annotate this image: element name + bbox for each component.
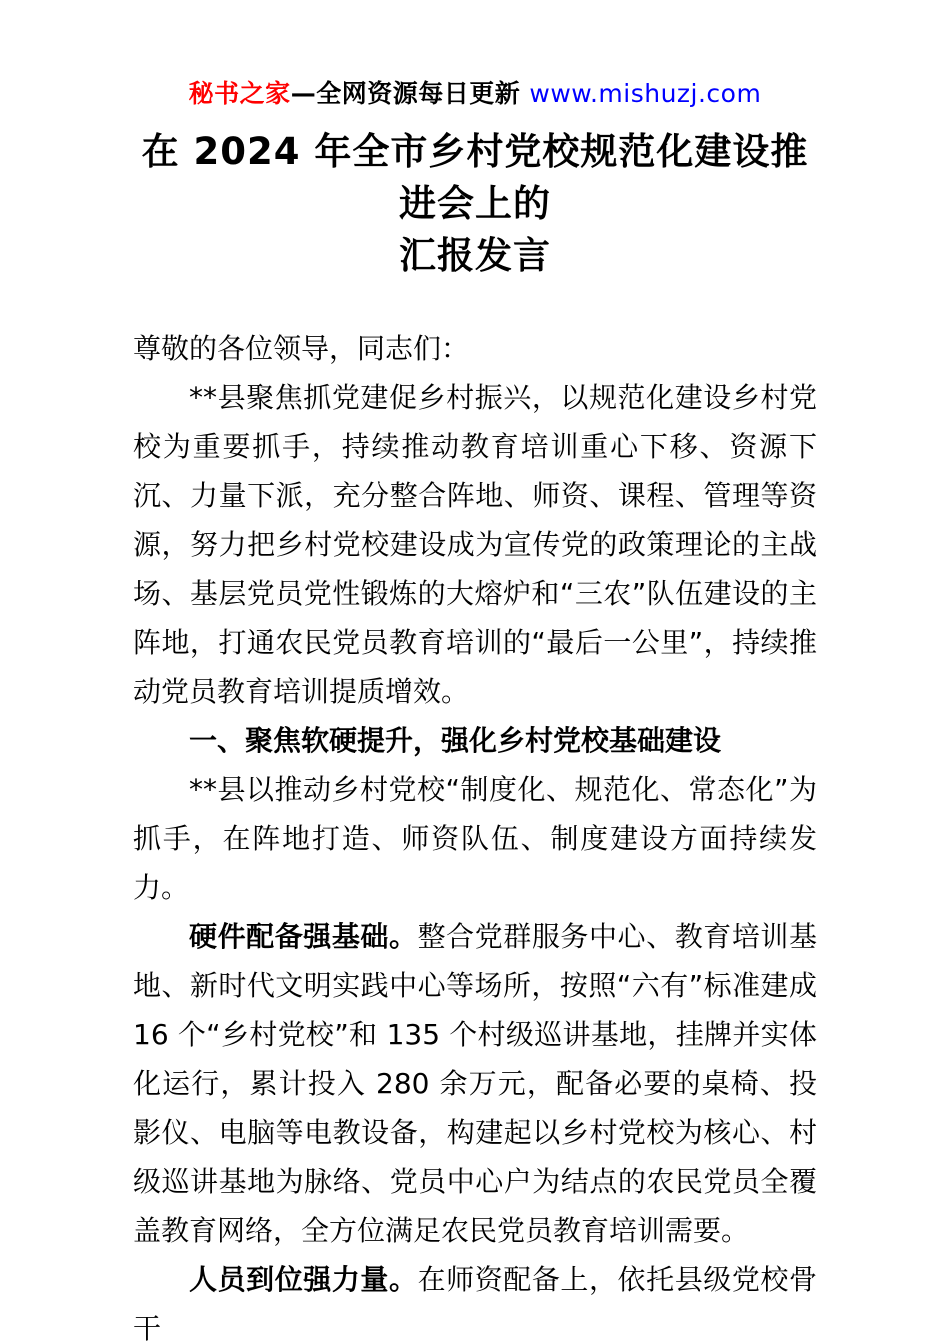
site-name: 秘书之家 xyxy=(188,79,291,108)
salutation-paragraph: 尊敬的各位领导，同志们： xyxy=(133,332,470,365)
section-intro-paragraph: **县以推动乡村党校“制度化、规范化、常态化”为抓手，在阵地打造、师资队伍、制度建设方面持续发力。 xyxy=(133,773,817,904)
section-heading-1: 一、聚焦软硬提升，强化乡村党校基础建设 xyxy=(189,724,722,757)
personnel-paragraph-lead: 人员到位强力量。 xyxy=(189,1263,418,1296)
document-title xyxy=(133,126,817,282)
intro-paragraph: **县聚焦抓党建促乡村振兴，以规范化建设乡村党校为重要抓手，持续推动教育培训重心下移、资源下沉、力量下派，充分整合阵地、师资、课程、管理等资源，努力把乡村党校建设成为宣传党的政策理论的主战场、基层党员党性锻炼的大熔炉和“三农”队伍建设的主阵地，打通农民党员教育培训的“最后一公里”，持续推动党员教育培训提质增效。 xyxy=(133,381,817,708)
hardware-paragraph-rest: 整合党群服务中心、教育培训基地、新时代文明实践中心等场所，按照“六有”标准建成 16 个“乡村党校”和 135 个村级巡讲基地，挂牌并实体化运行，累计投入 280 余万元，配备必要的桌椅、投影仪、电脑等电教设备，构建起以乡村党校为核心、村级巡讲基地为脉络、党员中心户为结点的农民党员全覆盖教育网络，全方位满足农民党员教育培训需要。 xyxy=(133,920,817,1247)
personnel-paragraph xyxy=(133,1255,817,1344)
hardware-paragraph-lead: 硬件配备强基础。 xyxy=(189,920,418,953)
personnel-paragraph-rest: 在师资配备上，依托县级党校骨干 xyxy=(133,1263,817,1344)
title-line-1: 在 2024 年全市乡村党校规范化建设推进会上的 xyxy=(141,130,809,225)
site-url-link[interactable]: www.mishuzj.com xyxy=(529,79,762,108)
site-header xyxy=(133,80,817,108)
document-body xyxy=(133,324,817,1344)
title-line-2: 汇报发言 xyxy=(399,234,551,277)
hardware-paragraph xyxy=(133,912,817,1255)
site-tagline: —全网资源每日更新 xyxy=(290,79,530,108)
